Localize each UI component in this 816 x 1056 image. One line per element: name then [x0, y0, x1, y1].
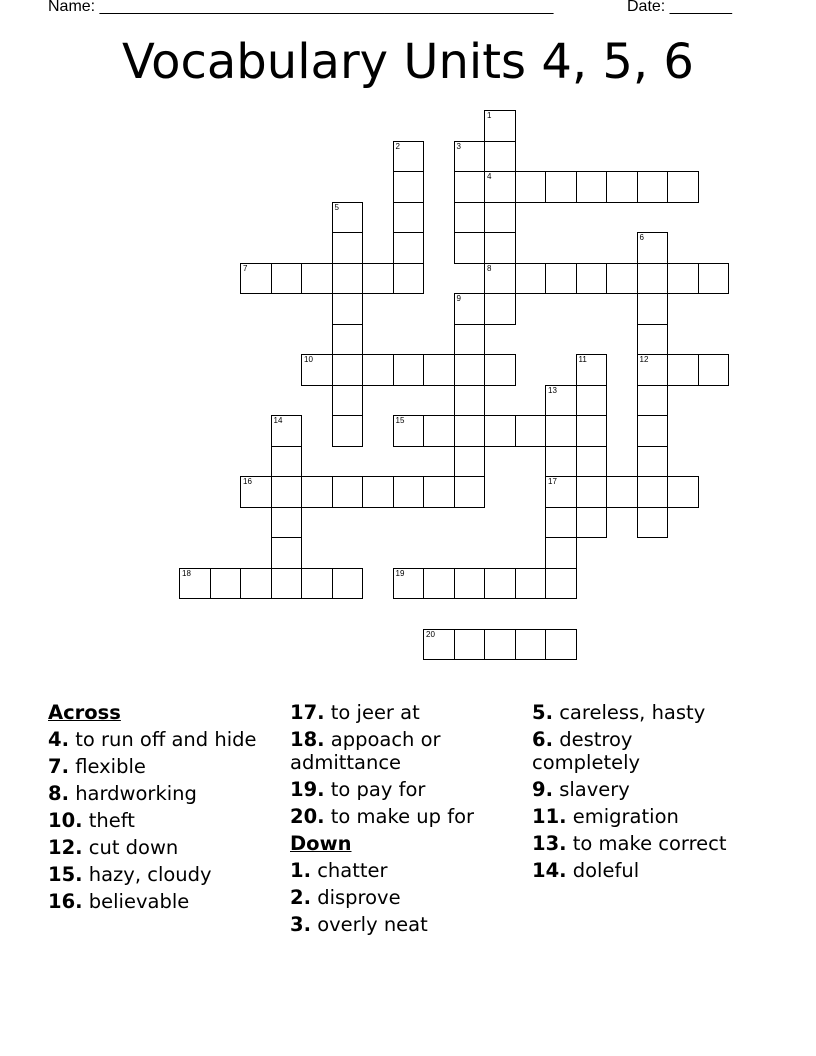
- grid-cell[interactable]: [362, 263, 394, 295]
- clue-number: 16: [243, 477, 252, 486]
- grid-cell[interactable]: [271, 507, 303, 539]
- grid-cell[interactable]: [576, 354, 608, 386]
- clue-number: 1: [487, 111, 492, 120]
- clue-number: 8: [487, 263, 492, 273]
- clue-number: 14: [273, 416, 283, 425]
- grid-cell[interactable]: [454, 568, 486, 600]
- grid-cell[interactable]: [545, 629, 577, 661]
- name-field: Name: ___________________________________________________: [48, 0, 554, 15]
- grid-cell[interactable]: [454, 202, 486, 234]
- grid-cell[interactable]: [332, 293, 364, 325]
- clue-down-9: 9. slavery: [532, 777, 630, 801]
- clue-number: 4: [487, 172, 492, 181]
- grid-cell[interactable]: [454, 141, 486, 173]
- grid-cell[interactable]: [698, 263, 730, 295]
- clue-across-10: 10. theft: [48, 809, 135, 833]
- grid-cell[interactable]: [454, 232, 486, 264]
- grid-cell[interactable]: [637, 293, 669, 325]
- grid-cell[interactable]: [393, 171, 425, 203]
- grid-cell[interactable]: [332, 385, 364, 417]
- grid-cell[interactable]: [454, 171, 486, 203]
- grid-cell[interactable]: [301, 476, 333, 508]
- clue-number: 19: [395, 568, 405, 578]
- grid-cell[interactable]: [545, 446, 577, 478]
- grid-cell[interactable]: [332, 568, 364, 600]
- grid-cell[interactable]: [515, 415, 547, 447]
- grid-cell[interactable]: [484, 232, 516, 264]
- grid-cell[interactable]: [423, 476, 455, 508]
- grid-cell[interactable]: [637, 232, 669, 264]
- grid-cell[interactable]: [484, 202, 516, 234]
- grid-cell[interactable]: [332, 415, 364, 447]
- grid-cell[interactable]: [637, 385, 669, 417]
- clue-across-12: 12. cut down: [48, 836, 179, 860]
- grid-cell[interactable]: [393, 263, 425, 295]
- clue-number: 17: [548, 477, 557, 486]
- grid-cell[interactable]: [179, 568, 211, 600]
- grid-cell[interactable]: [576, 385, 608, 417]
- grid-cell[interactable]: [606, 263, 638, 295]
- grid-cell[interactable]: [301, 263, 333, 295]
- grid-cell[interactable]: [240, 476, 272, 508]
- clue-across-18: 18. appoach or admittance: [290, 727, 441, 774]
- grid-cell[interactable]: [210, 568, 242, 600]
- grid-cell[interactable]: [545, 263, 577, 295]
- clue-number: 9: [456, 294, 461, 303]
- clue-across-8: 8. hardworking: [48, 782, 197, 806]
- clue-across-19: 19. to pay for: [290, 777, 426, 801]
- clue-number: 6: [639, 233, 644, 242]
- grid-cell[interactable]: [240, 263, 272, 295]
- grid-cell[interactable]: [332, 263, 364, 295]
- grid-cell[interactable]: [637, 507, 669, 539]
- grid-cell[interactable]: [454, 385, 486, 417]
- grid-cell[interactable]: [454, 476, 486, 508]
- grid-cell[interactable]: [576, 415, 608, 447]
- grid-cell[interactable]: [393, 232, 425, 264]
- grid-cell[interactable]: [454, 354, 486, 386]
- clue-number: 15: [395, 416, 405, 425]
- grid-cell[interactable]: [637, 171, 669, 203]
- clue-down-11: 11. emigration: [532, 804, 679, 828]
- grid-cell[interactable]: [637, 354, 669, 386]
- clue-number: 13: [548, 385, 557, 395]
- grid-cell[interactable]: [393, 141, 425, 173]
- clue-number: 20: [426, 629, 435, 639]
- clue-column-3: [532, 702, 770, 887]
- grid-cell[interactable]: [637, 324, 669, 356]
- grid-cell[interactable]: [667, 476, 699, 508]
- grid-cell[interactable]: [576, 507, 608, 539]
- grid-cell[interactable]: [515, 629, 547, 661]
- grid-cell[interactable]: [515, 568, 547, 600]
- grid-cell[interactable]: [271, 476, 303, 508]
- grid-cell[interactable]: [301, 568, 333, 600]
- clue-number: 10: [304, 355, 313, 364]
- clue-number: 2: [395, 141, 400, 151]
- clue-number: 18: [182, 568, 191, 578]
- grid-cell[interactable]: [362, 476, 394, 508]
- grid-cell[interactable]: [606, 171, 638, 203]
- grid-cell[interactable]: [454, 415, 486, 447]
- grid-cell[interactable]: [484, 141, 516, 173]
- clue-number: 5: [334, 202, 339, 212]
- grid-cell[interactable]: [484, 415, 516, 447]
- across-heading: Across: [48, 701, 121, 724]
- grid-cell[interactable]: [332, 232, 364, 264]
- grid-cell[interactable]: [637, 415, 669, 447]
- clue-number: 3: [456, 141, 461, 151]
- grid-cell[interactable]: [515, 171, 547, 203]
- grid-cell[interactable]: [393, 568, 425, 600]
- grid-cell[interactable]: [393, 202, 425, 234]
- grid-cell[interactable]: [240, 568, 272, 600]
- clue-across-16: 16. believable: [48, 890, 190, 913]
- grid-cell[interactable]: [545, 507, 577, 539]
- grid-cell[interactable]: [637, 263, 669, 295]
- clue-down-3: 3. overly neat: [290, 912, 428, 936]
- grid-cell[interactable]: [484, 629, 516, 661]
- grid-cell[interactable]: [271, 263, 303, 295]
- clue-across-15: 15. hazy, cloudy: [48, 863, 212, 887]
- grid-cell[interactable]: [423, 629, 455, 661]
- grid-cell[interactable]: [667, 354, 699, 386]
- grid-cell[interactable]: [393, 415, 425, 447]
- grid-cell[interactable]: [393, 354, 425, 386]
- clue-across-4: 4. to run off and hide: [48, 728, 257, 752]
- grid-cell[interactable]: [271, 568, 303, 600]
- grid-cell[interactable]: [545, 476, 577, 508]
- grid-cell[interactable]: [332, 476, 364, 508]
- clue-down-2: 2. disprove: [290, 885, 401, 909]
- grid-cell[interactable]: [667, 263, 699, 295]
- grid-cell[interactable]: [393, 476, 425, 508]
- grid-cell[interactable]: [576, 446, 608, 478]
- grid-cell[interactable]: [332, 324, 364, 356]
- grid-cell[interactable]: [545, 415, 577, 447]
- grid-cell[interactable]: [637, 476, 669, 508]
- grid-cell[interactable]: [423, 415, 455, 447]
- grid-cell[interactable]: [271, 446, 303, 478]
- clue-down-5: 5. careless, hasty: [532, 701, 706, 724]
- clue-across-7: 7. flexible: [48, 755, 146, 779]
- grid-cell[interactable]: [484, 171, 516, 203]
- grid-cell[interactable]: [454, 446, 486, 478]
- grid-cell[interactable]: [637, 446, 669, 478]
- down-heading: Down: [290, 831, 352, 855]
- grid-cell[interactable]: [484, 263, 516, 295]
- grid-cell[interactable]: [271, 415, 303, 447]
- grid-cell[interactable]: [545, 537, 577, 569]
- grid-cell[interactable]: [606, 476, 638, 508]
- grid-cell[interactable]: [545, 385, 577, 417]
- grid-cell[interactable]: [454, 293, 486, 325]
- grid-cell[interactable]: [545, 171, 577, 203]
- clue-number: 11: [578, 355, 587, 364]
- grid-cell[interactable]: [484, 293, 516, 325]
- grid-cell[interactable]: [698, 354, 730, 386]
- clue-across-17: 17. to jeer at: [290, 701, 420, 724]
- grid-cell[interactable]: [362, 354, 394, 386]
- grid-cell[interactable]: [545, 568, 577, 600]
- clue-number: 7: [243, 263, 248, 273]
- grid-cell[interactable]: [332, 202, 364, 234]
- grid-cell[interactable]: [576, 476, 608, 508]
- page-title: Vocabulary Units 4, 5, 6: [122, 34, 694, 90]
- clue-column-2: [290, 702, 528, 941]
- clue-down-6: 6. destroy completely: [532, 727, 641, 774]
- grid-cell[interactable]: [484, 354, 516, 386]
- clue-down-1: 1. chatter: [290, 858, 388, 882]
- grid-cell[interactable]: [301, 354, 333, 386]
- clue-down-14: 14. doleful: [532, 858, 640, 882]
- clue-down-13: 13. to make correct: [532, 831, 727, 855]
- grid-cell[interactable]: [423, 354, 455, 386]
- grid-cell[interactable]: [667, 171, 699, 203]
- grid-cell[interactable]: [332, 354, 364, 386]
- clue-across-20: 20. to make up for: [290, 804, 475, 828]
- grid-cell[interactable]: [576, 171, 608, 203]
- grid-cell[interactable]: [423, 568, 455, 600]
- grid-cell[interactable]: [484, 568, 516, 600]
- date-field: Date: _______: [627, 0, 732, 15]
- clue-column-1: [48, 702, 286, 918]
- clue-number: 12: [639, 355, 649, 364]
- grid-cell[interactable]: [515, 263, 547, 295]
- grid-cell[interactable]: [454, 629, 486, 661]
- grid-cell[interactable]: [271, 537, 303, 569]
- grid-cell[interactable]: [484, 110, 516, 142]
- grid-cell[interactable]: [576, 263, 608, 295]
- grid-cell[interactable]: [454, 324, 486, 356]
